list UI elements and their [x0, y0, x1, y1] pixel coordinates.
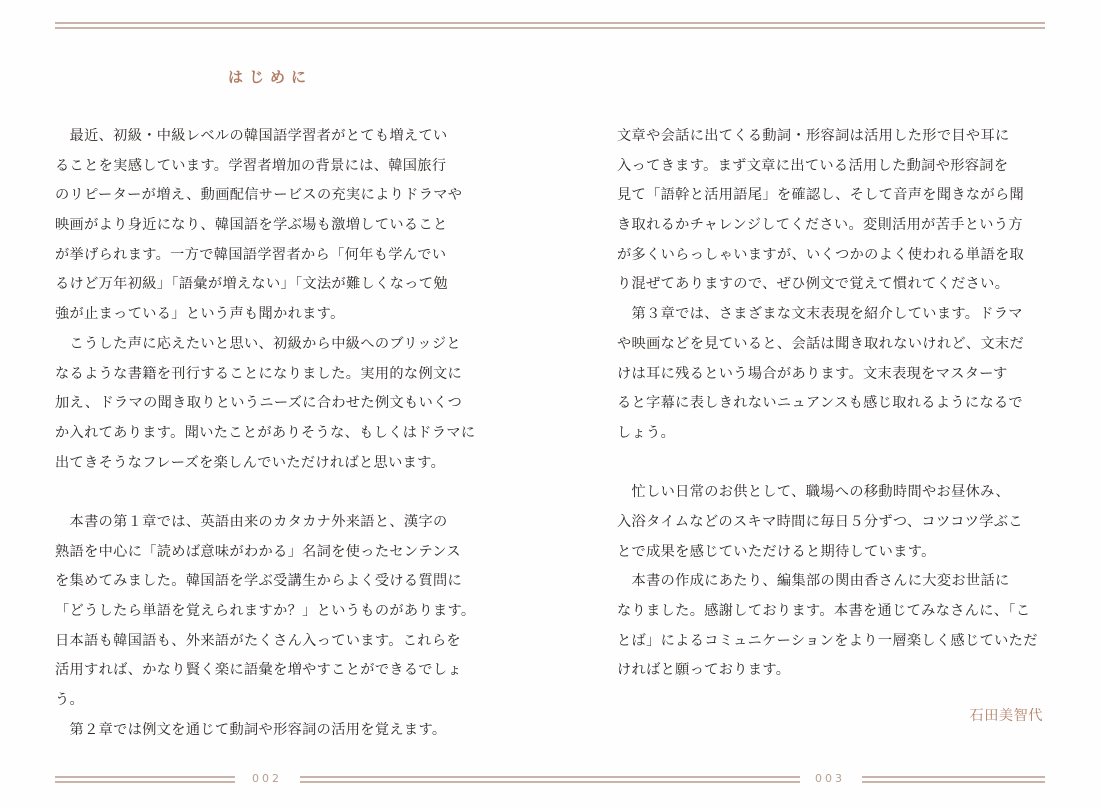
text-line: なりました。感謝しております。本書を通じてみなさんに、「こ — [617, 603, 1031, 619]
text-line: 活用すれば、かなり賢く楽に語彙を増やすことができるでしょ — [55, 662, 462, 679]
text-line: るけど万年初級」「語彙が増えない」「文法が難しくなって勉 — [55, 276, 448, 293]
text-line — [55, 478, 475, 508]
text-line: り混ぜてありますので、ぜひ例文で覚えて慣れてください。 — [617, 276, 1010, 293]
text-line: う。 — [55, 692, 85, 709]
text-line: とば」によるコミュニケーションをより一層楽しく感じていただ — [617, 632, 1038, 649]
text-line: 強が止まっている」という声も聞かれます。 — [55, 306, 345, 323]
author-signature: 石田美智代 — [969, 708, 1043, 724]
text-line: 最近、初級・中級レベルの韓国語学習者がとても増えてい — [55, 128, 448, 144]
text-line: 第３章では、さまざまな文末表現を紹介しています。ドラマ — [617, 306, 1023, 323]
footer-rule-left-a — [55, 776, 235, 778]
text-line: 文章や会話に出てくる動詞・形容詞は活用した形で目や耳に — [617, 128, 1010, 144]
page-number-left: 002 — [252, 772, 282, 785]
footer-rule-right-a — [862, 776, 1045, 778]
text-line: 映画がより身近になり、韓国語を学ぶ場も激増していること — [55, 217, 448, 234]
text-line: 入浴タイムなどのスキマ時間に毎日５分ずつ、コツコツ学ぶこ — [617, 513, 1023, 530]
page-number-right: 003 — [815, 772, 845, 785]
footer-rule-right-b — [862, 781, 1045, 783]
text-line: が多くいらっしゃいますが、いくつかのよく使われる単語を取 — [617, 246, 1025, 263]
text-line: ることを実感しています。学習者増加の背景には、韓国旅行 — [55, 157, 447, 174]
text-line: 出てきそうなフレーズを楽しんでいただければと思います。 — [55, 454, 446, 471]
text-line: 忙しい日常のお供として、職場への移動時間やお昼休み、 — [617, 484, 1011, 501]
text-line: ければと願っております。 — [617, 662, 791, 679]
text-line: のリピーターが増え、動画配信サービスの充実によりドラマや — [55, 187, 463, 204]
text-line: 見て「語幹と活用語尾」を確認し、そして音声を聞きながら聞 — [617, 187, 1025, 204]
header-rule-bottom — [55, 27, 1045, 29]
text-line: とで成果を感じていただけると期待しています。 — [617, 543, 936, 560]
text-line: や映画などを見ていると、会話は聞き取れないけれど、文末だ — [617, 335, 1025, 352]
text-line: が挙げられます。一方で韓国語学習者から「何年も学んでい — [55, 246, 447, 263]
right-column-text — [617, 122, 1038, 686]
text-line: を集めてみました。韓国語を学ぶ受講生からよく受ける質問に — [55, 573, 463, 590]
text-line: か入れてあります。聞いたことがありそうな、もしくはドラマに — [55, 424, 476, 441]
text-line: 加え、ドラマの聞き取りというニーズに合わせた例文もいくつ — [55, 395, 463, 412]
text-line: ると字幕に表しきれないニュアンスも感じ取れるようになるで — [617, 395, 1023, 412]
text-line: 本書の第１章では、英語由来のカタカナ外来語と、漢字の — [55, 513, 448, 530]
text-line: なるような書籍を刊行することになりました。実用的な例文に — [55, 365, 463, 382]
left-column-text — [55, 122, 475, 745]
text-line: 本書の作成にあたり、編集部の関由香さんに大変お世話に — [617, 573, 1010, 590]
text-line: 日本語も韓国語も、外来語がたくさん入っています。これらを — [55, 632, 461, 649]
text-line: しょう。 — [617, 424, 676, 441]
header-rule-top — [55, 22, 1045, 24]
text-line: 第２章では例文を通じて動詞や形容詞の活用を覚えます。 — [55, 721, 447, 738]
text-line — [617, 449, 1038, 479]
footer-rule-mid-b — [300, 781, 800, 783]
text-line: 「どうしたら単語を覚えられますか？」というものがあります。 — [55, 603, 476, 619]
text-line: 熟語を中心に「読めば意味がわかる」名詞を使ったセンテンス — [55, 543, 461, 560]
footer-rule-left-b — [55, 781, 235, 783]
text-line: き取れるかチャレンジしてください。変則活用が苦手という方 — [617, 217, 1023, 234]
text-line: 入ってきます。まず文章に出ている活用した動詞や形容詞を — [617, 157, 1009, 174]
footer-rule-mid-a — [300, 776, 800, 778]
text-line: けは耳に残るという場合があります。文末表現をマスターす — [617, 365, 1008, 382]
text-line: こうした声に応えたいと思い、初級から中級へのブリッジと — [55, 335, 461, 352]
page-title: はじめに — [227, 68, 312, 86]
